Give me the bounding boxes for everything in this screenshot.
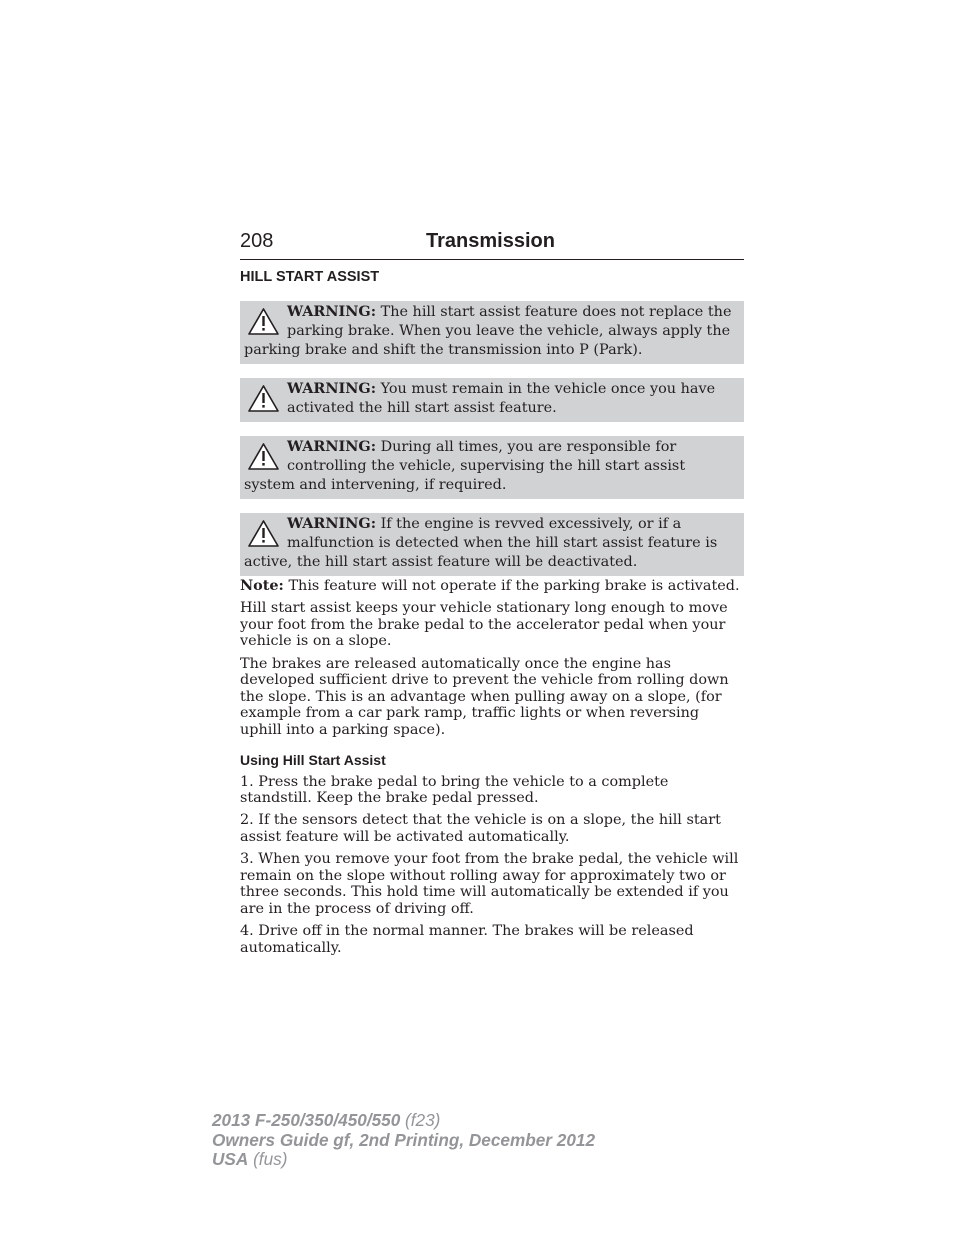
warning-text: The hill start assist feature does not replace the parking brake. When you leave the vehicle, always apply the parking brake and shift the transmission into P (Park).	[244, 304, 732, 358]
step-2: 2. If the sensors detect that the vehicle is on a slope, the hill start assist feature will be activated automatically.	[240, 812, 721, 845]
note-paragraph	[240, 578, 744, 595]
warning-label: WARNING:	[287, 438, 377, 455]
chapter-title: Transmission	[426, 230, 555, 252]
step-4: 4. Drive off in the normal manner. The brakes will be released automatically.	[240, 923, 694, 956]
warning-label: WARNING:	[287, 303, 377, 320]
body-paragraph-1: Hill start assist keeps your vehicle stationary long enough to move your foot from the brake pedal to the accelerator pedal when your vehicle is on a slope.	[240, 600, 728, 650]
warning-text: During all times, you are responsible for controlling the vehicle, supervising the hill start assist system and intervening, if required.	[244, 439, 686, 493]
page-number: 208	[240, 230, 274, 252]
footer-line-2: Owners Guide gf, 2nd Printing, December 2012	[212, 1129, 596, 1150]
page-footer	[212, 1111, 595, 1170]
section-title: HILL START ASSIST	[240, 269, 380, 285]
warning-triangle-icon	[244, 303, 287, 339]
warning-label: WARNING:	[287, 515, 377, 532]
page-header	[240, 229, 744, 260]
warning-text: If the engine is revved excessively, or if a malfunction is detected when the hill start assist feature is active, the hill start assist feature will be deactivated.	[244, 516, 718, 570]
step-1: 1. Press the brake pedal to bring the vehicle to a complete standstill. Keep the brake pedal pressed.	[240, 773, 669, 807]
warning-box-2	[240, 378, 744, 422]
note-text: This feature will not operate if the parking brake is activated.	[283, 578, 740, 594]
body-content	[240, 578, 744, 962]
warning-triangle-icon	[244, 380, 287, 416]
warning-triangle-icon	[244, 515, 287, 551]
warning-triangle-icon	[244, 438, 287, 474]
warning-label: WARNING:	[287, 380, 377, 397]
footer-line-3: USA (fus)	[212, 1149, 288, 1170]
subsection-title: Using Hill Start Assist	[240, 751, 386, 768]
warning-box-4	[240, 513, 744, 576]
warning-box-1	[240, 301, 744, 364]
note-label: Note:	[240, 577, 284, 594]
step-3: 3. When you remove your foot from the brake pedal, the vehicle will remain on the slope without rolling away for approximately two or three seconds. This hold time will automatically be extended if you are in the process of driving off.	[240, 851, 739, 917]
body-paragraph-2: The brakes are released automatically once the engine has developed sufficient drive to prevent the vehicle from rolling down the slope. This is an advantage when pulling away on a slope, (for example from a car park ramp, traffic lights or when reversing uphill into a parking space).	[240, 655, 729, 738]
warning-text: You must remain in the vehicle once you have activated the hill start assist feature.	[287, 381, 716, 416]
warning-box-3	[240, 436, 744, 499]
footer-line-1: 2013 F-250/350/450/550 (f23)	[212, 1110, 441, 1130]
